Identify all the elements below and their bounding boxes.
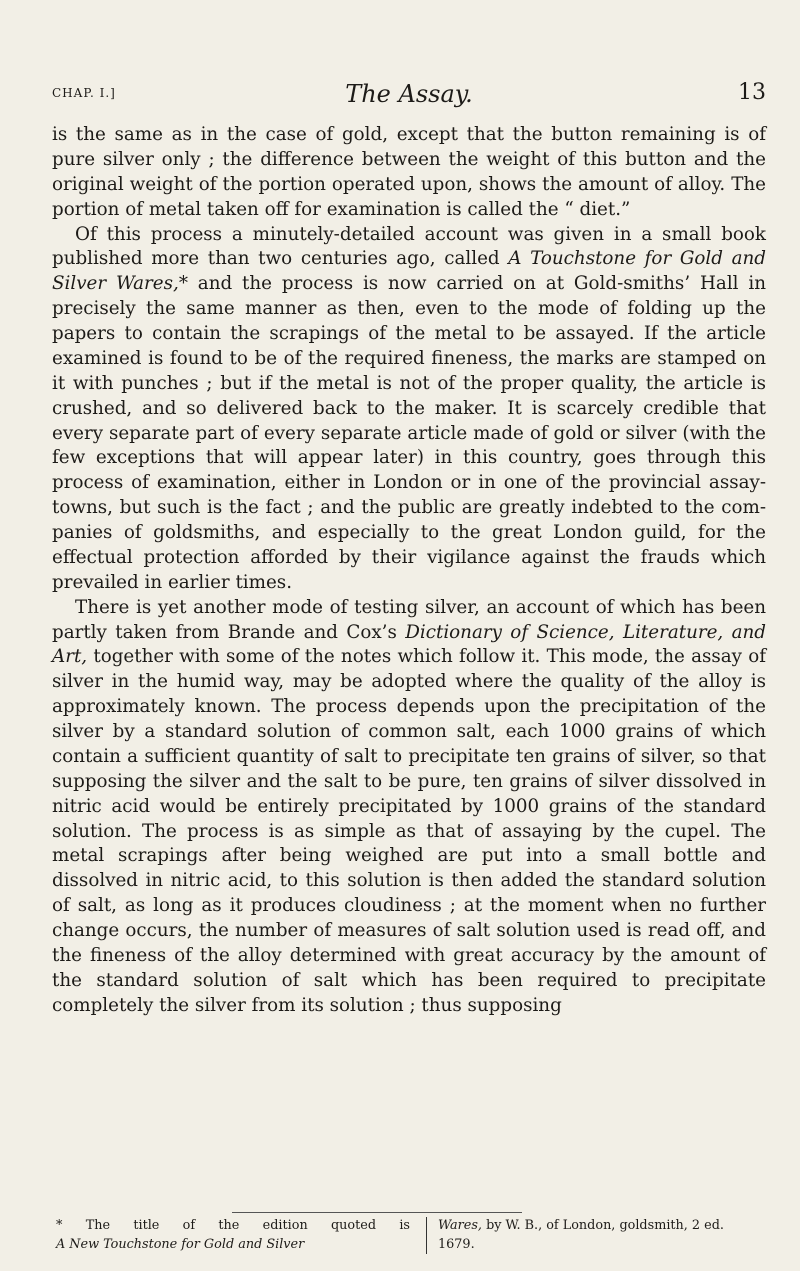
page-number: 13 (738, 80, 766, 105)
paragraph-2-text-a: Of this process a minutely-detailed account was given in a small book published more than two centuries ago, called (52, 223, 766, 270)
paragraph-2 (52, 223, 766, 596)
footnote-left-column (56, 1217, 410, 1254)
chapter-label: CHAP. I.] (52, 86, 116, 100)
footnote-wares: Wares, (438, 1218, 482, 1233)
book-title-dictionary: Dictionary of Science, Literature, and Art, (52, 621, 766, 668)
footnote-line-1: * The title of the edition quoted is (56, 1218, 410, 1233)
body-text (52, 123, 766, 1019)
paragraph-2-text-b: and the process is now carried on at Gold-smiths’ Hall in precisely the same manner as then, even to the mode of folding up the papers to contain the scrapings of the metal to be assayed. If the article examined is found to be of the required fineness, the marks are stamped on it with punches ; but if the metal is not of the proper quality, the article is crushed, and so delivered back to the maker. It is scarcely credible that every separate part of every separate article made of gold or silver (with the few exceptions that will appear later) in this country, goes through this process of examination, either in London or in one of the provincial assay-towns, but such is the fact ; and the public are greatly indebted to the com-panies of goldsmiths, and especially to the great London guild, for the effectual protection afforded by their vigilance against the frauds which prevailed in earlier times. (52, 273, 766, 593)
running-title: The Assay. (345, 80, 473, 108)
footnote-year: 1679. (438, 1236, 475, 1252)
footnote-line-3 (438, 1217, 778, 1236)
running-header (52, 80, 766, 110)
footnote-mark: * (178, 273, 188, 295)
footnote-divider (232, 1212, 522, 1213)
paragraph-3-text-a: There is yet another mode of testing silver, an account of which has been partly taken from Brande and Cox’s (52, 596, 766, 643)
paragraph-3-text-b: together with some of the notes which follow it. This mode, the assay of silver in the humid way, may be adopted where the quality of the alloy is approximately known. The process depends upon the precipitation of the silver by a standard solution of common salt, each 1000 grains of which contain a sufficient quantity of salt to precipitate ten grains of silver, so that supposing the silver and the salt to be pure, ten grains of silver dissolved in nitric acid would be entirely precipitated by 1000 grains of the standard solution. The process is as simple as that of assaying by the cupel. The metal scrapings after being weighed are put into a small bottle and dissolved in nitric acid, to this solution is then added the standard solution of salt, as long as it produces cloudiness ; at the moment when no further change occurs, the number of measures of salt solution used is read off, and the fineness of the alloy determined with great accuracy by the amount of the standard solution of salt which has been required to precipitate completely the silver from its solution ; thus supposing (52, 646, 766, 1016)
footnote-right-column (426, 1217, 778, 1254)
book-title-touchstone: A Touchstone for Gold and Silver Wares, (52, 248, 767, 295)
footnote-publisher: by W. B., of London, goldsmith, 2 ed. (482, 1218, 724, 1233)
paragraph-3 (52, 596, 766, 1019)
footnote-line-2: A New Touchstone for Gold and Silver (56, 1236, 305, 1252)
paragraph-1: is the same as in the case of gold, except that the button remaining is of pure silver only ; the difference between the weight of this button and the original weight of the portion operated upon, shows the amount of alloy. The portion of metal taken off for examination is called the “ diet.” (52, 124, 766, 220)
